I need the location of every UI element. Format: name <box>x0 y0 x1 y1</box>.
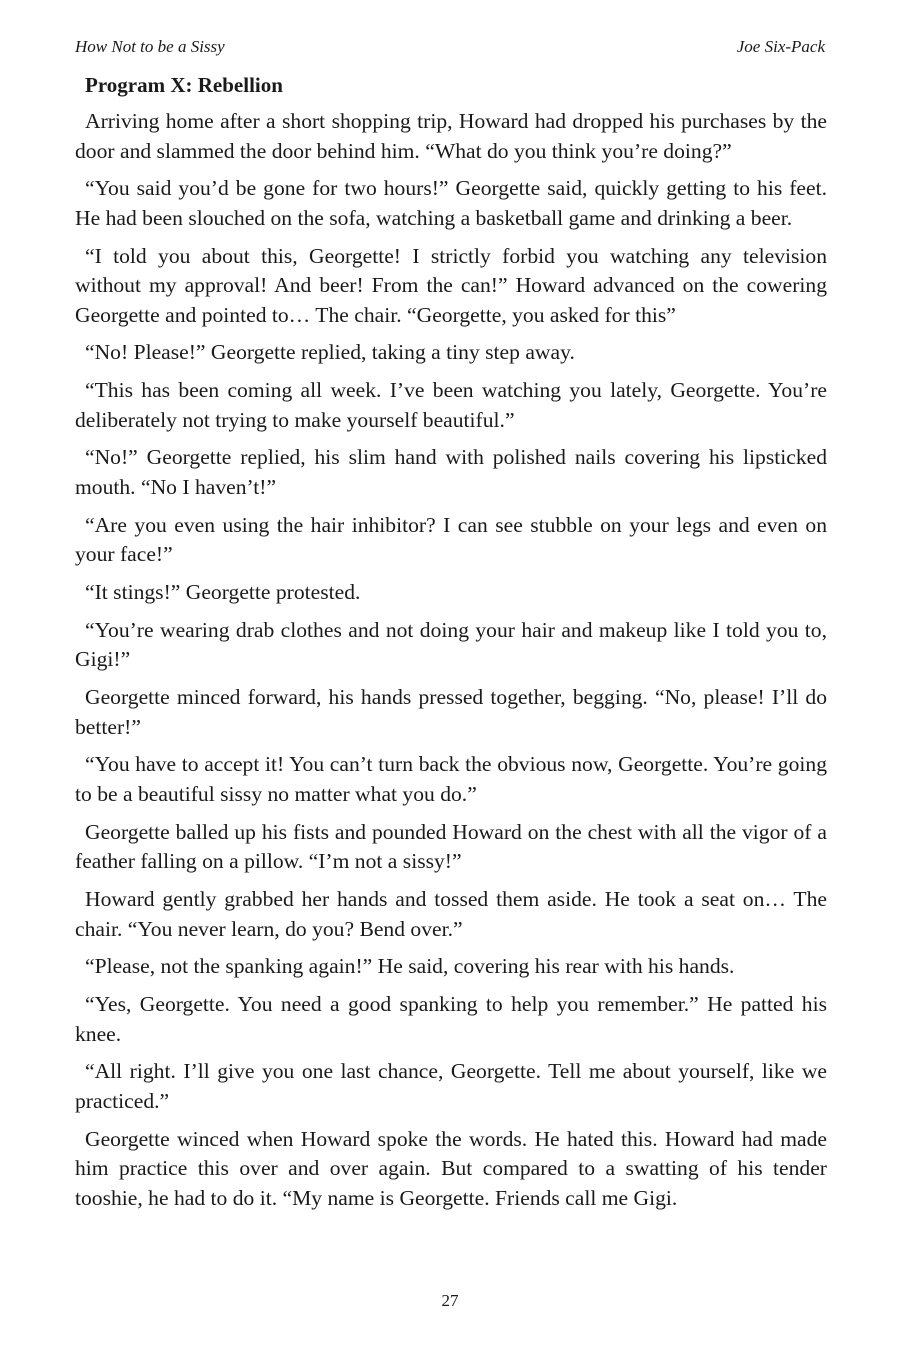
paragraph: “All right. I’ll give you one last chance, Georgette. Tell me about yourself, like we practiced.” <box>75 1059 827 1113</box>
paragraph: Georgette balled up his fists and pounded Howard on the chest with all the vigor of a feather falling on a pillow. “I’m not a sissy!” <box>75 819 827 874</box>
paragraph: “Yes, Georgette. You need a good spanking to help you remember.” He patted his knee. <box>75 992 827 1046</box>
paragraph: “No!” Georgette replied, his slim hand with polished nails covering his lipsticked mouth. “No I haven’t!” <box>75 445 827 499</box>
header-author: Joe Six-Pack <box>736 37 825 56</box>
paragraph: “This has been coming all week. I’ve been watching you lately, Georgette. You’re deliberately not trying to make yourself beautiful.” <box>75 378 827 432</box>
section-title: Program X: Rebellion <box>85 73 283 97</box>
header-book-title: How Not to be a Sissy <box>75 37 225 56</box>
paragraph: “No! Please!” Georgette replied, taking a tiny step away. <box>85 340 575 365</box>
paragraph: “You have to accept it! You can’t turn back the obvious now, Georgette. You’re going to be a beautiful sissy no matter what you do.” <box>75 752 827 806</box>
running-header <box>75 36 825 58</box>
paragraph: “Are you even using the hair inhibitor? I can see stubble on your legs and even on your face!” <box>75 512 827 567</box>
paragraph: Howard gently grabbed her hands and tossed them aside. He took a seat on… The chair. “You never learn, do you? Bend over.” <box>75 887 827 941</box>
paragraph: Georgette minced forward, his hands pressed together, begging. “No, please! I’ll do better!” <box>75 685 827 739</box>
paragraph: “You’re wearing drab clothes and not doing your hair and makeup like I told you to, Gigi!” <box>75 617 827 672</box>
body-text <box>75 72 827 1222</box>
paragraph: “Please, not the spanking again!” He said, covering his rear with his hands. <box>85 954 735 979</box>
paragraph: Georgette winced when Howard spoke the words. He hated this. Howard had made him practice this over and over again. But compared to a swatting of his tender tooshie, he had to do it. “My name is Georgette. Friends call me Gigi. <box>75 1126 827 1210</box>
page-number: 27 <box>441 1291 459 1310</box>
paragraph: Arriving home after a short shopping trip, Howard had dropped his purchases by the door and slammed the door behind him. “What do you think you’re doing?” <box>75 109 827 163</box>
paragraph: “I told you about this, Georgette! I strictly forbid you watching any television without my approval! And beer! From the can!” Howard advanced on the cowering Georgette and pointed to… The chair. “Georgette, you asked for this” <box>75 243 827 327</box>
paragraph: “You said you’d be gone for two hours!” Georgette said, quickly getting to his feet. He had been slouched on the sofa, watching a basketball game and drinking a beer. <box>75 176 827 230</box>
paragraph: “It stings!” Georgette protested. <box>85 580 361 605</box>
